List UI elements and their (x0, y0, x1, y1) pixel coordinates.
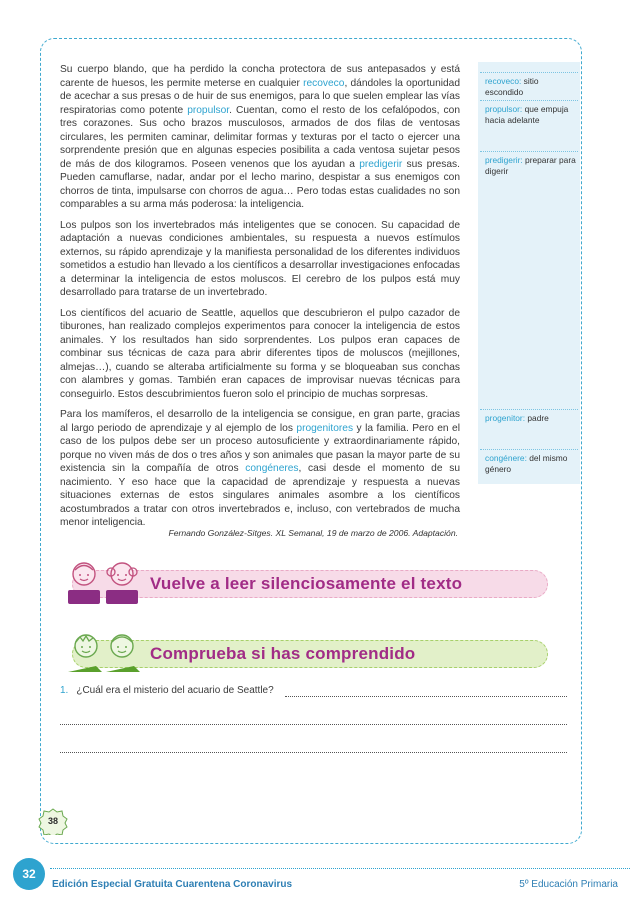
question-number: 1. (60, 685, 69, 696)
text-run: Para los mamíferos, el desarrollo de la inteligencia se consigue, en gran parte, gracias al largo periodo de aprendizaje y al ejemplo de los (60, 409, 460, 434)
glossary-entry-term: congénere: (485, 453, 527, 463)
footer-divider (50, 868, 630, 869)
glossary-entry (485, 413, 577, 424)
outer-page-number: 32 (13, 858, 45, 890)
paragraph-3 (60, 307, 460, 402)
glossary-entry (485, 104, 577, 125)
text-run: sus presas. Pueden camuflarse, nadar, andar por el lecho marino, despistar a sus enemigos con chorros de tinta, impulsarse con chorros de agua… Pero todas estas cualidades no son comparables a su arma más poderosa: la inteligencia. (60, 158, 460, 210)
glossary-entry-term: progenitor: (485, 413, 526, 423)
glossary-entry-definition: del mismo género (485, 453, 568, 474)
footer-edition: Edición Especial Gratuita Cuarentena Coronavirus (52, 879, 293, 890)
glossary-entry-term: recoveco: (485, 76, 522, 86)
reading-kids-icon (62, 560, 146, 608)
glossary-term: propulsor (187, 104, 230, 116)
glossary-divider (480, 151, 578, 152)
glossary-term: congéneres (245, 463, 299, 474)
paragraph-1 (60, 63, 460, 212)
glossary-entry-term: predigerir: (485, 155, 523, 165)
text-run: Los pulpos son los invertebrados más inteligentes que se conocen. Su capacidad de adaptación a nuevas condiciones ambientales, su respuesta a nuevos estímulos externos, su rápido aprendizaje y la manifiesta personalidad de los diferentes individuos sometidos a estudio han llevado a los científicos a desarrollar investigaciones enfocadas a determinar la inteligencia de estos moluscos. El cerebro de los pulpos está muy desarrollado para tratarse de un invertebrado. (60, 219, 460, 298)
glossary-entry-definition: padre (525, 413, 549, 423)
text-run: . Cuentan, como el resto de los cefalópodos, con tres corazones. Sus ocho brazos musculosos, armados de dos filas de ventosas circulares, les permiten caminar, delimitar formas y texturas por el tacto o ejercer una sorprendente presión que en algunas especies posibilita a cada ventosa sujetar pesos de más de dos kilogramos. Poseen venenos que los ayudan a (60, 104, 460, 170)
inner-page-number: 38 (47, 816, 58, 826)
glossary-entry-term: propulsor: (485, 104, 523, 114)
paragraph-4 (60, 408, 460, 530)
text-run: , casi desde el momento de su nacimiento. Y eso hace que la capacidad de aprendizaje y respuesta a nuevas situaciones externas de estos singulares animales asombre a los científicos acostumbrados a tratar con otros invertebrados e, incluso, con vertebrados de mucha menor inteligencia. (60, 463, 460, 528)
writing-kids-icon (62, 630, 146, 678)
glossary-term: progenitores (296, 422, 354, 434)
source-citation: Fernando González-Sitges. XL Semanal, 19 de marzo de 2006. Adaptación. (168, 528, 458, 538)
glossary-entry (485, 453, 577, 474)
glossary-divider (480, 449, 578, 450)
answer-line[interactable] (285, 696, 567, 697)
text-run: Los científicos del acuario de Seattle, aquellos que descubrieron el pulpo cazador de tiburones, han realizado complejos experimentos para conocer la inteligencia de estos animales. Y los resultados han sido sorprendentes. Los pulpos eran capaces de combinar sus técnicas de caza para abrir diferentes tipos de moluscos (mejillones, almejas…), cuando se alteraba artificialmente su forma y se bloqueaban sus conchas con alambres y gomas. También eran capaces de improvisar nuevas técnicas para conseguirlo. Estos descubrimientos fueron solo el principio de muchas sorpresas. (60, 307, 460, 400)
glossary-entry (485, 76, 577, 97)
text-run: Su cuerpo blando, que ha perdido la concha protectora de sus antepasados y está carente de huesos, les permite meterse en cualquier (60, 64, 460, 89)
answer-line[interactable] (60, 724, 567, 725)
paragraph-2 (60, 219, 460, 300)
comprehension-title: Comprueba si has comprendido (150, 644, 416, 663)
text-run: y la familia. Pero en el caso de los pulpos debe ser un proceso autosuficiente y extraordinariamente rápido, porque no viven más de dos o tres años y son animales que pasan la mayor parte de su existencia sin la compañía de otros (60, 422, 460, 474)
glossary-entry-definition: preparar para digerir (485, 155, 576, 176)
glossary-term: predigerir (359, 158, 403, 170)
glossary-divider (480, 100, 578, 101)
text-run: , dándoles la oportunidad de acechar a sus presas o de huir de sus enemigos, para lo que suelen emplear las vías respiratorias como potente (60, 77, 460, 116)
footer-grade: 5º Educación Primaria (519, 879, 618, 890)
question-1 (60, 685, 570, 696)
glossary-entry-definition: que empuja hacia adelante (485, 104, 569, 125)
question-text: ¿Cuál era el misterio del acuario de Seattle? (76, 685, 274, 696)
answer-line[interactable] (60, 752, 567, 753)
glossary-term: recoveco (303, 77, 345, 89)
glossary-entry (485, 155, 577, 176)
reread-title: Vuelve a leer silenciosamente el texto (150, 574, 463, 593)
glossary-entry-definition: sitio escondido (485, 76, 539, 97)
glossary-divider (480, 72, 578, 73)
reading-text (60, 63, 460, 537)
glossary-divider (480, 409, 578, 410)
